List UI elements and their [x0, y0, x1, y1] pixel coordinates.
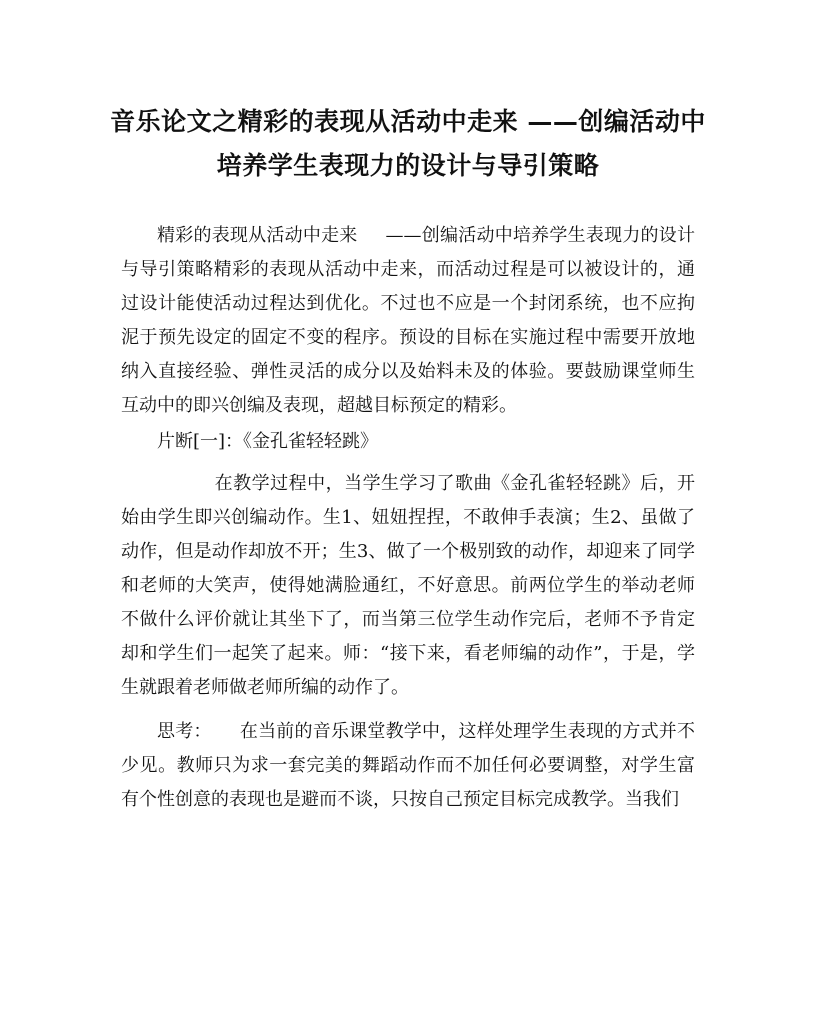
title-line-2: 培养学生表现力的设计与导引策略: [216, 151, 600, 180]
intro-paragraph: [121, 219, 695, 423]
title-line-1: 音乐论文之精彩的表现从活动中走来 ——创编活动中: [110, 107, 706, 136]
snippet-heading: 片断[一]：《金孔雀轻轻跳》: [157, 431, 379, 452]
reflection-paragraph: [121, 715, 695, 817]
document-body: [121, 219, 695, 817]
document-title: [100, 100, 716, 188]
intro-lead: 精彩的表现从活动中走来: [157, 225, 358, 246]
case-paragraph: 在教学过程中，当学生学习了歌曲《金孔雀轻轻跳》后，开始由学生即兴创编动作。生1、妞妞捏捏，不敢伸手表演；生2、虽做了动作，但是动作却放不开；生3、做了一个极别致的动作，却迎来了同学和老师的大笑声，使得她满脸通红，不好意思。前两位学生的举动老师不做什么评价就让其坐下了，而当第三位学生动作完后，老师不予肯定却和学生们一起笑了起来。师：“接下来，看老师编的动作”，于是，学生就跟着老师做老师所编的动作了。: [121, 473, 695, 698]
intro-text: ——创编活动中培养学生表现力的设计与导引策略精彩的表现从活动中走来，而活动过程是可以被设计的，通过设计能使活动过程达到优化。不过也不应是一个封闭系统，也不应拘泥于预先设定的固定不变的程序。预设的目标在实施过程中需要开放地纳入直接经验、弹性灵活的成分以及始料未及的体验。要鼓励课堂师生互动中的即兴创编及表现，超越目标预定的精彩。: [121, 225, 696, 416]
reflection-text: 在当前的音乐课堂教学中，这样处理学生表现的方式并不少见。教师只为求一套完美的舞蹈动作而不加任何必要调整，对学生富有个性创意的表现也是避而不谈，只按自己预定目标完成教学。当我们: [121, 721, 696, 810]
reflection-label: 思考：: [157, 721, 212, 742]
